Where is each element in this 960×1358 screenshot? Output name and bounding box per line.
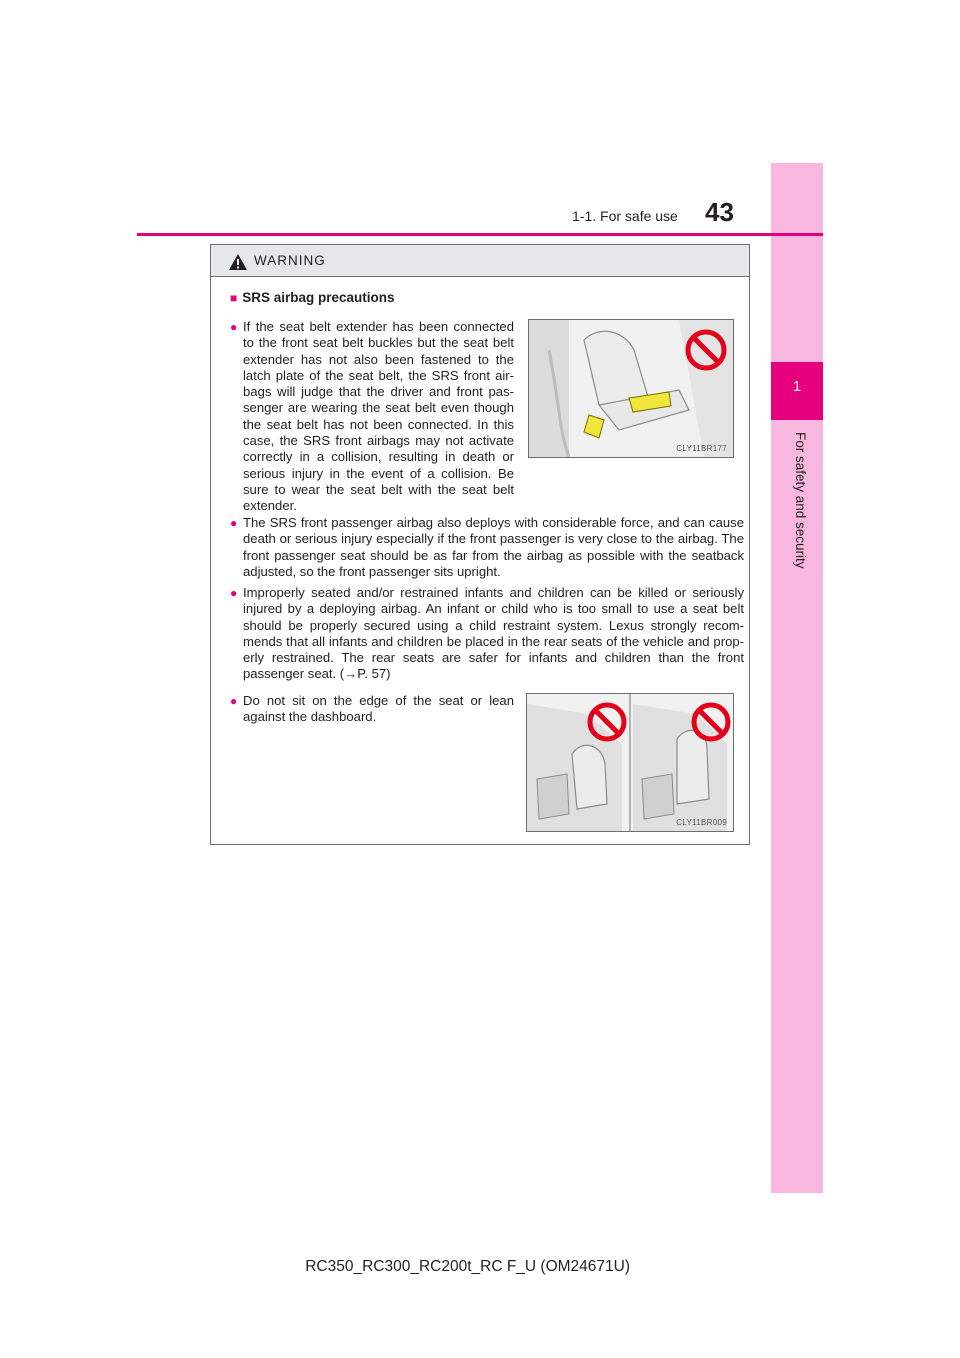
bullet-dot-icon: ● <box>230 320 238 334</box>
warning-triangle-icon <box>228 253 248 271</box>
square-bullet-icon: ■ <box>230 291 238 305</box>
bullet-dot-icon: ● <box>230 516 238 530</box>
section-subheading: ■ SRS airbag precautions <box>230 290 395 305</box>
chapter-number: 1 <box>792 378 802 395</box>
seat-belt-extender-illustration <box>528 319 734 458</box>
section-label: 1-1. For safe use <box>572 208 678 224</box>
seating-position-illustration <box>526 693 734 832</box>
footer-model: RC350_RC300_RC200t_RC F_U (OM24671U) <box>305 1258 630 1275</box>
list-item: ● The SRS front passenger airbag also deploys with considerable force, and can cause death or serious injury especially if the front passenger is very close to the airbag. The front passenger seat should be as far from the airbag as possible with the seatback adjusted, so the front passenger sits upright. <box>230 515 744 579</box>
bullet-dot-icon: ● <box>230 694 238 708</box>
list-item: ● If the seat belt extender has been connected to the front seat belt buckles but the seat belt extender has not also been fastened to the latch plate of the seat belt, the SRS front air-bags will judge that the driver and front pas-senger are wearing the seat belt even though the seat belt has not been connected. In this case, the SRS front airbags may not activate correctly in a collision, resulting in death or serious injury in the event of a collision. Be sure to wear the seat belt with the seat belt extender. <box>230 319 514 514</box>
warning-title: WARNING <box>254 253 326 268</box>
image-code: CLY11BR177 <box>676 444 727 453</box>
page-number: 43 <box>705 197 734 227</box>
warning-header <box>211 245 749 277</box>
chapter-title: For safety and security <box>793 432 808 569</box>
header-rule <box>137 233 823 236</box>
bullet-dot-icon: ● <box>230 586 238 600</box>
warning-box <box>210 244 750 845</box>
image-code: CLY11BR009 <box>676 818 727 827</box>
side-tab <box>771 163 823 1193</box>
list-item: ● Do not sit on the edge of the seat or lean against the dashboard. <box>230 693 514 725</box>
list-item: ● Improperly seated and/or restrained infants and children can be killed or seriously injured by a deploying airbag. An infant or child who is too small to use a seat belt should be properly secured using a child restraint system. Lexus strongly recom-mends that all infants and children be placed in the rear seats of the vehicle and prop-erly restrained. The rear seats are safer for infants and children than the front passenger seat. (→P. 57) <box>230 585 744 682</box>
